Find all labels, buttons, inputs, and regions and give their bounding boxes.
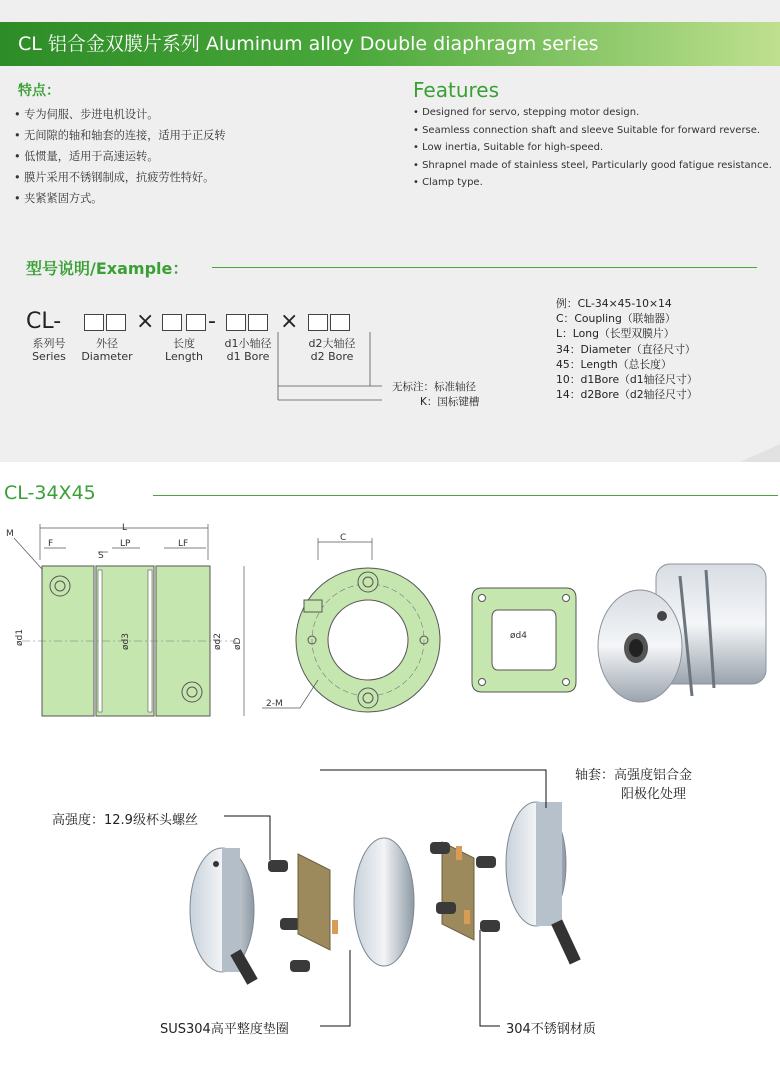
model-divider <box>153 495 778 496</box>
code-box <box>308 314 328 331</box>
example-notes <box>556 296 698 402</box>
list-item: • Low inertia, Suitable for high-speed. <box>413 142 604 153</box>
dim-LF: LF <box>178 539 189 549</box>
product-photo <box>596 556 776 716</box>
sleeve-label-line1: 轴套：高强度铝合金 <box>575 768 693 783</box>
note-line: 例：CL-34×45-10×14 <box>556 297 672 310</box>
list-item: • Seamless connection shaft and sleeve Suitable for forward reverse. <box>413 124 761 136</box>
dim-F: F <box>48 539 54 549</box>
code-box <box>106 314 126 331</box>
sleeve-label-line2: 阳极化处理 <box>621 787 687 802</box>
diaphragm-drawing <box>468 584 580 696</box>
page-title: CL 铝合金双膜片系列 Aluminum alloy Double diaphragm series <box>18 33 599 55</box>
times-sign: × <box>280 309 299 334</box>
note-line: L：Long（长型双膜片） <box>556 327 675 341</box>
features-en-heading: Features <box>413 78 499 102</box>
bore-note-keyway: K：国标键槽 <box>420 396 480 408</box>
code-box <box>226 314 246 331</box>
dim-2M: 2-M <box>266 699 283 709</box>
note-line: 34：Diameter（直径尺寸） <box>556 342 696 356</box>
dim-M: M <box>6 529 14 539</box>
example-divider <box>212 267 757 268</box>
list-item: • 低惯量，适用于高速运转。 <box>14 150 159 163</box>
features-cn-list <box>14 104 226 209</box>
d1-label: d1小轴径 d1 Bore <box>224 337 272 363</box>
d2-label: d2大轴径 d2 Bore <box>308 337 356 363</box>
dim-S: S <box>98 551 104 561</box>
dim-d1: ød1 <box>15 629 25 646</box>
dim-d2: ød2 <box>213 633 223 650</box>
end-view-drawing <box>260 530 450 720</box>
dash-sign: - <box>208 309 216 334</box>
bore-note-standard: 无标注：标准轴径 <box>392 381 476 393</box>
features-cn-heading: 特点： <box>18 83 60 99</box>
series-label: 系列号 Series <box>32 337 66 363</box>
note-line: C：Coupling（联轴器） <box>556 312 676 326</box>
list-item: • Designed for servo, stepping motor design. <box>413 107 640 118</box>
list-item: • Shrapnel made of stainless steel, Particularly good fatigue resistance. <box>413 159 772 171</box>
bore-note-bracket <box>270 330 390 405</box>
note-line: 14：d2Bore（d2轴径尺寸） <box>556 388 698 402</box>
diameter-label: 外径 Diameter <box>81 337 133 363</box>
example-heading: 型号说明/Example： <box>26 259 189 278</box>
corner-fold <box>740 444 780 462</box>
model-title: CL-34X45 <box>4 482 96 504</box>
dim-C: C <box>340 533 347 543</box>
callout-lines <box>220 760 560 1040</box>
times-sign: × <box>136 309 155 334</box>
dim-d3: ød3 <box>121 633 131 650</box>
dim-d4: ød4 <box>510 631 527 641</box>
note-line: 45：Length（总长度） <box>556 357 672 371</box>
screw-label: 高强度：12.9级杯头螺丝 <box>52 813 198 828</box>
steel-label: 304不锈钢材质 <box>506 1022 596 1037</box>
code-box <box>162 314 182 331</box>
washer-label: SUS304高平整度垫圈 <box>160 1022 289 1037</box>
features-en-list <box>413 104 772 192</box>
list-item: • 专为伺服、步进电机设计。 <box>14 108 159 121</box>
code-box <box>330 314 350 331</box>
dim-L: L <box>122 523 128 533</box>
code-box <box>84 314 104 331</box>
code-box <box>186 314 206 331</box>
dim-LP: LP <box>120 539 131 549</box>
list-item: • 无间隙的轴和轴套的连接，适用于正反转 <box>14 129 226 142</box>
list-item: • 膜片采用不锈钢制成，抗疲劳性特好。 <box>14 171 215 184</box>
note-line: 10：d1Bore（d1轴径尺寸） <box>556 373 698 387</box>
side-view-drawing <box>0 520 260 720</box>
code-box <box>248 314 268 331</box>
list-item: • 夹紧紧固方式。 <box>14 192 103 205</box>
code-prefix: CL- <box>26 309 62 334</box>
list-item: • Clamp type. <box>413 177 483 188</box>
dim-D: øD <box>233 637 243 650</box>
length-label: 长度 Length <box>165 337 203 363</box>
